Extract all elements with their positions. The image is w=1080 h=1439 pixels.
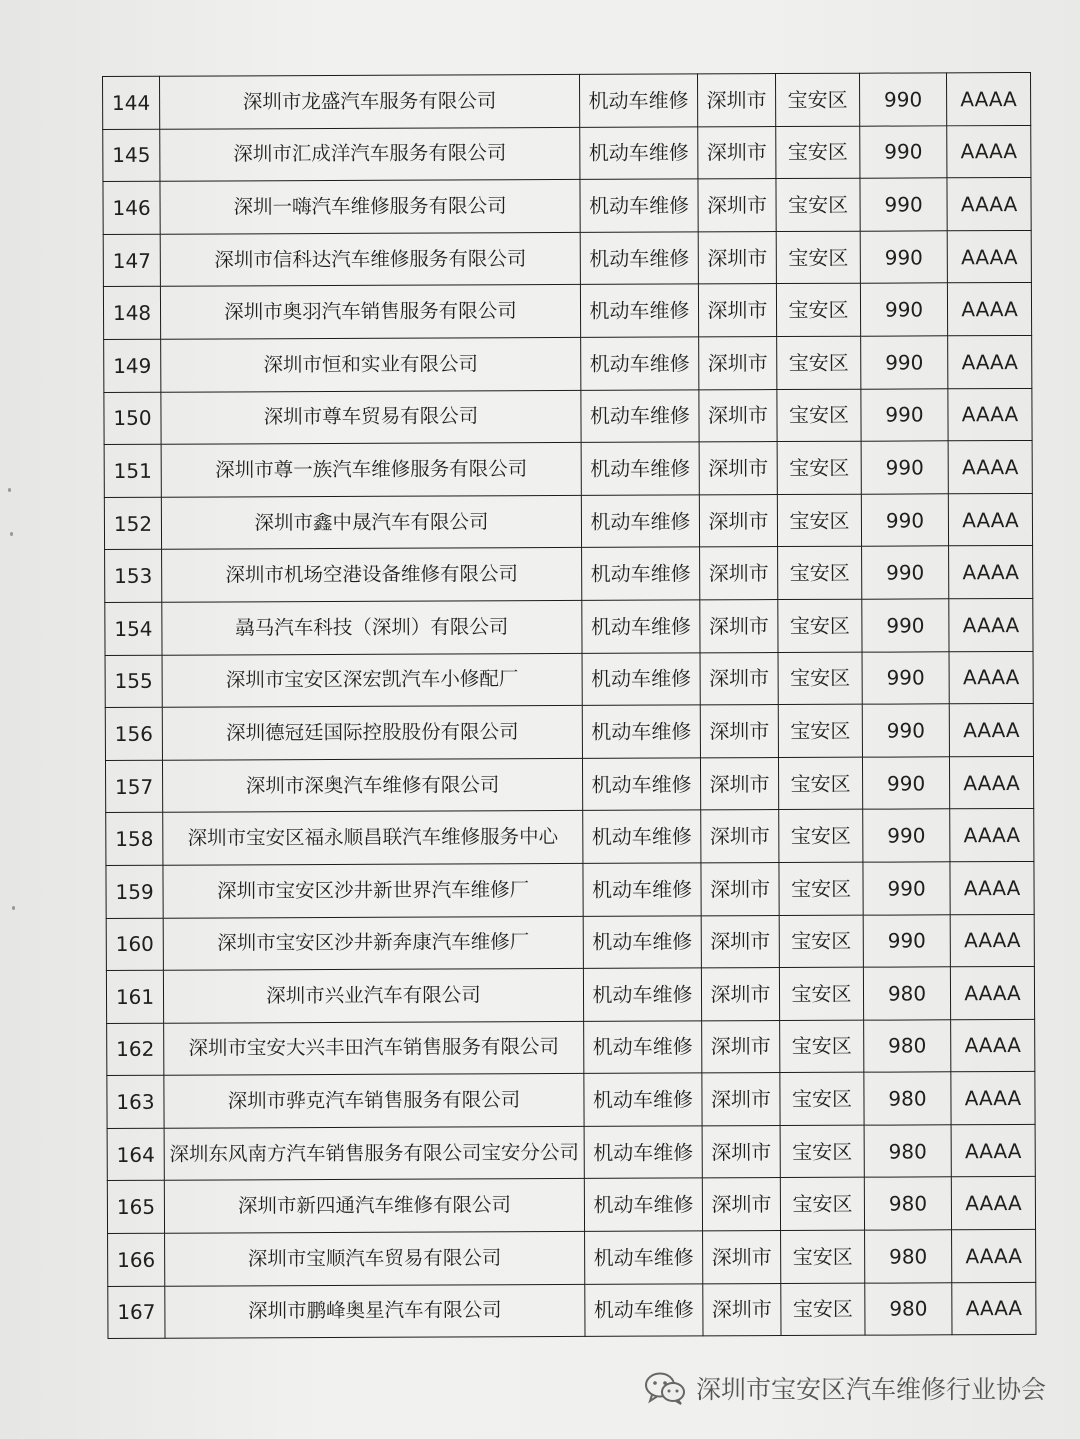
district-cell: 宝安区 (778, 757, 862, 810)
company-name-cell: 深圳市尊车贸易有限公司 (161, 390, 581, 444)
row-number-cell: 163 (107, 1076, 164, 1129)
score-cell: 980 (864, 1125, 951, 1178)
table-row (108, 1230, 1036, 1287)
grade-cell: AAAA (948, 441, 1032, 494)
business-type-cell: 机动车维修 (582, 758, 700, 811)
score-cell: 990 (863, 914, 950, 967)
score-cell: 990 (860, 231, 947, 284)
row-number-cell: 151 (104, 444, 161, 497)
score-cell: 990 (860, 283, 947, 336)
business-type-cell: 机动车维修 (581, 337, 699, 390)
district-cell: 宝安区 (776, 126, 860, 179)
row-number-cell: 146 (103, 181, 160, 234)
table-row (105, 756, 1033, 813)
row-number-cell: 154 (105, 602, 162, 655)
business-type-cell: 机动车维修 (580, 284, 698, 337)
city-cell: 深圳市 (699, 337, 777, 390)
grade-cell: AAAA (950, 967, 1034, 1020)
score-cell: 980 (865, 1282, 952, 1335)
business-type-cell: 机动车维修 (582, 652, 700, 705)
watermark-text: 深圳市宝安区汽车维修行业协会 (695, 1375, 1046, 1404)
grade-cell: AAAA (949, 651, 1033, 704)
district-cell: 宝安区 (778, 599, 862, 652)
score-cell: 980 (865, 1230, 952, 1283)
company-name-cell: 深圳市奥羽汽车销售服务有限公司 (160, 285, 580, 339)
wechat-icon (644, 1371, 686, 1405)
city-cell: 深圳市 (703, 1231, 781, 1284)
score-cell: 990 (862, 704, 949, 757)
company-name-cell: 深圳市鹏峰奥星汽车有限公司 (165, 1284, 585, 1338)
table-body (103, 72, 1036, 1338)
company-name-cell: 深圳东风南方汽车销售服务有限公司宝安分公司 (164, 1126, 584, 1180)
business-type-cell: 机动车维修 (583, 863, 701, 916)
company-name-cell: 深圳市新四通汽车维修有限公司 (164, 1179, 584, 1233)
grade-cell: AAAA (947, 230, 1031, 283)
grade-cell: AAAA (949, 756, 1033, 809)
district-cell: 宝安区 (777, 494, 861, 547)
table-row (108, 1282, 1036, 1339)
company-name-cell: 深圳德冠廷国际控股股份有限公司 (162, 706, 582, 760)
business-type-cell: 机动车维修 (585, 1284, 703, 1337)
city-cell: 深圳市 (698, 231, 776, 284)
row-number-cell: 155 (105, 655, 162, 708)
table-row (104, 493, 1032, 550)
company-name-cell: 深圳市宝安区沙井新奔康汽车维修厂 (163, 916, 583, 970)
table-row (105, 651, 1033, 708)
city-cell: 深圳市 (699, 389, 777, 442)
district-cell: 宝安区 (779, 862, 863, 915)
grade-cell: AAAA (951, 1177, 1035, 1230)
score-cell: 990 (863, 809, 950, 862)
score-cell: 980 (864, 1177, 951, 1230)
table-row (103, 178, 1031, 235)
business-type-cell: 机动车维修 (584, 1178, 702, 1231)
score-cell: 990 (863, 862, 950, 915)
row-number-cell: 160 (106, 918, 163, 971)
score-cell: 990 (860, 125, 947, 178)
table-row (104, 388, 1032, 445)
city-cell: 深圳市 (698, 284, 776, 337)
district-cell: 宝安区 (779, 915, 863, 968)
grade-cell: AAAA (951, 1019, 1035, 1072)
city-cell: 深圳市 (700, 547, 778, 600)
table-row (107, 1177, 1035, 1234)
score-cell: 990 (861, 388, 948, 441)
score-cell: 990 (862, 651, 949, 704)
business-type-cell: 机动车维修 (582, 600, 700, 653)
grade-cell: AAAA (951, 1072, 1035, 1125)
table-row (106, 861, 1034, 918)
company-name-cell: 深圳市信科达汽车维修服务有限公司 (160, 232, 580, 286)
row-number-cell: 148 (103, 287, 160, 340)
district-cell: 宝安区 (777, 336, 861, 389)
table-row (105, 704, 1033, 761)
district-cell: 宝安区 (777, 389, 861, 442)
city-cell: 深圳市 (702, 1073, 780, 1126)
row-number-cell: 157 (105, 760, 162, 813)
grade-cell: AAAA (949, 704, 1033, 757)
city-cell: 深圳市 (698, 179, 776, 232)
grade-cell: AAAA (952, 1282, 1036, 1335)
row-number-cell: 156 (105, 707, 162, 760)
business-type-cell: 机动车维修 (581, 442, 699, 495)
table-row (104, 441, 1032, 498)
grade-cell: AAAA (947, 178, 1031, 231)
score-cell: 980 (863, 967, 950, 1020)
table-row (105, 546, 1033, 603)
grade-cell: AAAA (948, 335, 1032, 388)
table-row (107, 1124, 1035, 1181)
company-name-cell: 深圳市宝安区沙井新世界汽车维修厂 (163, 863, 583, 917)
city-cell: 深圳市 (702, 1178, 780, 1231)
district-cell: 宝安区 (778, 652, 862, 705)
company-name-cell: 深圳市宝顺汽车贸易有限公司 (165, 1231, 585, 1285)
row-number-cell: 162 (107, 1023, 164, 1076)
city-cell: 深圳市 (697, 74, 775, 127)
row-number-cell: 145 (103, 129, 160, 182)
table-row (106, 967, 1034, 1024)
city-cell: 深圳市 (702, 1125, 780, 1178)
grade-cell: AAAA (950, 861, 1034, 914)
table-row (106, 809, 1034, 866)
district-cell: 宝安区 (778, 704, 862, 757)
city-cell: 深圳市 (700, 757, 778, 810)
district-cell: 宝安区 (777, 441, 861, 494)
company-name-cell: 深圳市宝安区福永顺昌联汽车维修服务中心 (163, 811, 583, 865)
business-type-cell: 机动车维修 (581, 389, 699, 442)
row-number-cell: 159 (106, 865, 163, 918)
city-cell: 深圳市 (700, 652, 778, 705)
table-row (106, 914, 1034, 971)
district-cell: 宝安区 (779, 967, 863, 1020)
company-rating-table (102, 72, 1037, 1339)
grade-cell: AAAA (947, 283, 1031, 336)
score-cell: 990 (861, 494, 948, 547)
city-cell: 深圳市 (702, 1020, 780, 1073)
city-cell: 深圳市 (699, 442, 777, 495)
paper-speck (12, 906, 15, 910)
row-number-cell: 165 (107, 1181, 164, 1234)
district-cell: 宝安区 (776, 284, 860, 337)
score-cell: 990 (861, 336, 948, 389)
paper-speck (10, 532, 13, 536)
company-name-cell: 深圳市龙盛汽车服务有限公司 (160, 74, 580, 128)
grade-cell: AAAA (946, 72, 1030, 125)
table-row (103, 283, 1031, 340)
business-type-cell: 机动车维修 (582, 705, 700, 758)
grade-cell: AAAA (949, 598, 1033, 651)
business-type-cell: 机动车维修 (579, 74, 697, 127)
watermark (644, 1370, 1046, 1406)
row-number-cell: 147 (103, 234, 160, 287)
paper-speck (8, 488, 11, 492)
company-name-cell: 深圳市尊一族汽车维修服务有限公司 (161, 443, 581, 497)
table-row (103, 125, 1031, 182)
company-name-cell: 骉马汽车科技（深圳）有限公司 (162, 600, 582, 654)
business-type-cell: 机动车维修 (585, 1231, 703, 1284)
company-name-cell: 深圳市机场空港设备维修有限公司 (162, 548, 582, 602)
table-row (104, 335, 1032, 392)
grade-cell: AAAA (948, 388, 1032, 441)
district-cell: 宝安区 (779, 810, 863, 863)
row-number-cell: 144 (103, 76, 160, 129)
company-name-cell: 深圳市宝安大兴丰田汽车销售服务有限公司 (164, 1021, 584, 1075)
city-cell: 深圳市 (700, 705, 778, 758)
business-type-cell: 机动车维修 (583, 915, 701, 968)
business-type-cell: 机动车维修 (581, 495, 699, 548)
grade-cell: AAAA (952, 1230, 1036, 1283)
district-cell: 宝安区 (781, 1283, 865, 1336)
business-type-cell: 机动车维修 (580, 232, 698, 285)
row-number-cell: 161 (106, 970, 163, 1023)
score-cell: 990 (859, 73, 946, 126)
row-number-cell: 149 (104, 339, 161, 392)
business-type-cell: 机动车维修 (580, 126, 698, 179)
row-number-cell: 164 (107, 1128, 164, 1181)
company-name-cell: 深圳市汇成洋汽车服务有限公司 (160, 127, 580, 181)
business-type-cell: 机动车维修 (582, 547, 700, 600)
score-cell: 990 (862, 546, 949, 599)
table-row (107, 1019, 1035, 1076)
company-name-cell: 深圳市骅克汽车销售服务有限公司 (164, 1074, 584, 1128)
score-cell: 990 (861, 441, 948, 494)
district-cell: 宝安区 (775, 73, 859, 126)
district-cell: 宝安区 (776, 231, 860, 284)
city-cell: 深圳市 (701, 810, 779, 863)
district-cell: 宝安区 (780, 1178, 864, 1231)
grade-cell: AAAA (951, 1124, 1035, 1177)
row-number-cell: 153 (105, 550, 162, 603)
company-name-cell: 深圳市宝安区深宏凯汽车小修配厂 (162, 653, 582, 707)
table-row (107, 1072, 1035, 1129)
business-type-cell: 机动车维修 (584, 1073, 702, 1126)
city-cell: 深圳市 (700, 599, 778, 652)
district-cell: 宝安区 (780, 1020, 864, 1073)
table-row (105, 598, 1033, 655)
table-row (103, 230, 1031, 287)
city-cell: 深圳市 (701, 862, 779, 915)
table-row (103, 72, 1031, 129)
business-type-cell: 机动车维修 (584, 1126, 702, 1179)
company-name-cell: 深圳市深奥汽车维修有限公司 (162, 758, 582, 812)
business-type-cell: 机动车维修 (584, 1021, 702, 1074)
grade-cell: AAAA (950, 809, 1034, 862)
business-type-cell: 机动车维修 (583, 968, 701, 1021)
city-cell: 深圳市 (699, 494, 777, 547)
row-number-cell: 158 (106, 813, 163, 866)
city-cell: 深圳市 (701, 968, 779, 1021)
city-cell: 深圳市 (698, 126, 776, 179)
row-number-cell: 150 (104, 392, 161, 445)
company-name-cell: 深圳一嗨汽车维修服务有限公司 (160, 180, 580, 234)
score-cell: 990 (862, 599, 949, 652)
city-cell: 深圳市 (703, 1283, 781, 1336)
score-cell: 980 (864, 1072, 951, 1125)
company-name-cell: 深圳市恒和实业有限公司 (161, 337, 581, 391)
score-cell: 990 (862, 757, 949, 810)
district-cell: 宝安区 (781, 1230, 865, 1283)
district-cell: 宝安区 (776, 178, 860, 231)
grade-cell: AAAA (949, 546, 1033, 599)
row-number-cell: 166 (108, 1233, 165, 1286)
company-name-cell: 深圳市鑫中晟汽车有限公司 (161, 495, 581, 549)
grade-cell: AAAA (948, 493, 1032, 546)
row-number-cell: 167 (108, 1286, 165, 1339)
company-name-cell: 深圳市兴业汽车有限公司 (163, 969, 583, 1023)
row-number-cell: 152 (104, 497, 161, 550)
district-cell: 宝安区 (778, 547, 862, 600)
district-cell: 宝安区 (780, 1072, 864, 1125)
grade-cell: AAAA (947, 125, 1031, 178)
district-cell: 宝安区 (780, 1125, 864, 1178)
business-type-cell: 机动车维修 (580, 179, 698, 232)
grade-cell: AAAA (950, 914, 1034, 967)
business-type-cell: 机动车维修 (583, 810, 701, 863)
score-cell: 990 (860, 178, 947, 231)
city-cell: 深圳市 (701, 915, 779, 968)
score-cell: 980 (864, 1019, 951, 1072)
